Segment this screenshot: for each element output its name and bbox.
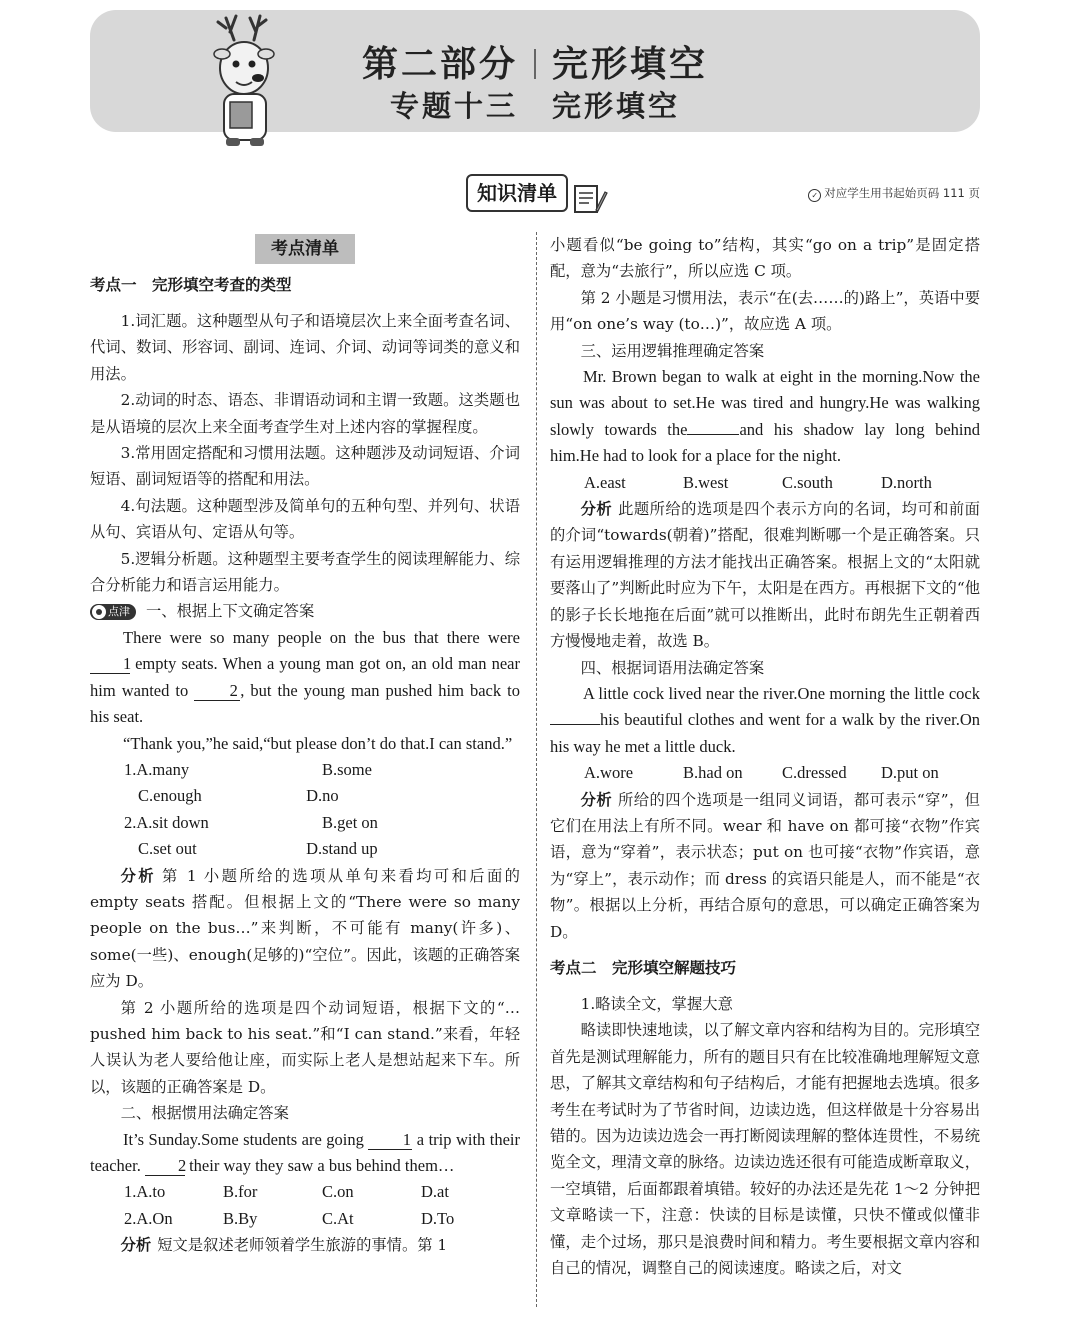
page-reference-text: 对应学生用书起始页码 111 页 bbox=[824, 186, 980, 200]
analysis-label: 分析 bbox=[120, 1236, 152, 1255]
option: D.no bbox=[306, 786, 339, 806]
option: A.wore bbox=[584, 763, 634, 783]
ex3-options bbox=[550, 470, 980, 496]
column-divider bbox=[536, 232, 537, 1307]
analysis-label: 分析 bbox=[580, 790, 613, 809]
option: B.had on bbox=[683, 763, 743, 783]
blank bbox=[687, 434, 739, 435]
part-title bbox=[90, 36, 980, 87]
dianjin-badge: 点津 bbox=[90, 604, 136, 620]
analysis-1b: 第 2 小题所给的选项是四个动词短语，根据下文的“…pushed him back to his seat.”和“I can stand.”来看，年轻人误认为老人要给他让座，而实际上老人是想站起来下车。所以，该题的正确答案是 D。 bbox=[90, 998, 520, 1096]
part-name: 完形填空 bbox=[552, 44, 709, 85]
part-label: 第二部分 bbox=[361, 44, 518, 85]
example-1-quote: “Thank you,”he said,“but please don’t do that.I can stand.” bbox=[123, 733, 513, 753]
check-icon: ✓ bbox=[808, 189, 821, 202]
method-4-heading: 四、根据词语用法确定答案 bbox=[580, 658, 765, 677]
example-text: empty seats. When a young man got on, an old man near him wanted to bbox=[90, 654, 520, 700]
option: C.on bbox=[322, 1182, 354, 1202]
chapter-banner bbox=[90, 10, 980, 132]
type-2: 2.动词的时态、语态、非谓语动词和主谓一致题。这类题也是从语境的层次上来全面考查学生对上述内容的掌握程度。 bbox=[90, 391, 520, 436]
analysis-3 bbox=[550, 496, 980, 654]
example-text: and his shadow lay long behind him.He had to look for a place for the night. bbox=[550, 419, 981, 466]
option: C.At bbox=[322, 1208, 354, 1228]
option: D.To bbox=[421, 1208, 455, 1228]
page-reference bbox=[808, 185, 980, 202]
option: D.north bbox=[881, 472, 932, 492]
method-2-heading: 二、根据惯用法确定答案 bbox=[120, 1104, 289, 1123]
section-tag: 知识清单 bbox=[466, 174, 568, 212]
example-2-passage bbox=[90, 1127, 520, 1180]
analysis-1a bbox=[90, 863, 520, 995]
option: B.for bbox=[223, 1182, 258, 1202]
analysis-text: 短文是叙述老师领着学生旅游的事情。第 1 bbox=[157, 1236, 448, 1255]
analysis-4 bbox=[550, 787, 980, 945]
blank-1: 1 bbox=[90, 655, 130, 674]
example-text: his beautiful clothes and went for a walk by the river.On his way he met a little duck. bbox=[550, 710, 980, 756]
example-text: There were so many people on the bus that there were bbox=[123, 627, 520, 647]
type-5: 5.逻辑分析题。这种题型主要考查学生的阅读理解能力、综合分析能力和语言运用能力。 bbox=[90, 549, 520, 595]
analysis-2b: 第 2 小题是习惯用法，表示“在(去……的)路上”，英语中要用“on one’s way (to…)”，故应选 A 项。 bbox=[550, 288, 980, 334]
kaodian-list-label: 考点清单 bbox=[255, 234, 355, 264]
option: D.put on bbox=[881, 763, 939, 783]
analysis-text: 此题所给的选项是四个表示方向的名词，均可和前面的介词“towards(朝着)”搭配，很难判断哪一个是正确答案。只有运用逻辑推理的方法才能找出正确答案。根据上文的“太阳就要落山了”判断此时应为下午，太阳是在西方。再根据下文的“他的影子长长地拖在后面”就可以推断出，此时布朗先生正朝着西方慢慢地走着，故选 B。 bbox=[550, 500, 980, 651]
method-1-heading: 一、根据上下文确定答案 bbox=[146, 602, 315, 621]
example-text: , but the young man pushed him back to his seat. bbox=[90, 680, 520, 727]
ex2-q2-options bbox=[90, 1206, 520, 1232]
option: B.west bbox=[683, 472, 729, 492]
example-text: It’s Sunday.Some students are going bbox=[123, 1129, 369, 1149]
option: A.east bbox=[584, 472, 626, 492]
example-4-passage bbox=[550, 681, 980, 760]
option: D.at bbox=[421, 1182, 449, 1202]
example-3-passage bbox=[550, 364, 980, 470]
example-text: a trip with their teacher. bbox=[90, 1129, 520, 1175]
method-3-heading: 三、运用逻辑推理确定答案 bbox=[580, 341, 765, 360]
example-text: their way they saw a bus behind them… bbox=[184, 1156, 455, 1175]
option: C.set out bbox=[138, 839, 197, 859]
option: B.get on bbox=[322, 812, 378, 832]
option: C.dressed bbox=[782, 763, 847, 783]
option: 2.A.sit down bbox=[124, 812, 209, 832]
example-text: A little cock lived near the river.One morning the little cock bbox=[583, 683, 980, 703]
option: 2.A.On bbox=[124, 1208, 173, 1228]
ex4-options bbox=[550, 760, 980, 786]
option: C.enough bbox=[138, 786, 202, 806]
option: B.some bbox=[322, 759, 372, 779]
type-1: 1.词汇题。这种题型从句子和语境层次上来全面考查名词、代词、数词、形容词、副词、连词、介词、动词等词类的意义和用法。 bbox=[90, 312, 520, 383]
option: B.By bbox=[223, 1208, 258, 1228]
notebook-pencil-icon bbox=[572, 180, 608, 216]
example-1-passage bbox=[90, 625, 520, 731]
analysis-label: 分析 bbox=[580, 500, 613, 519]
q2-options-row-2 bbox=[90, 836, 520, 862]
blank bbox=[550, 724, 600, 725]
topic-label: 专题十三 bbox=[389, 89, 518, 123]
left-column bbox=[90, 232, 520, 1259]
type-4: 4.句法题。这种题型涉及简单句的五种句型、并列句、状语从句、宾语从句、定语从句等。 bbox=[90, 496, 520, 542]
q2-options-row-1 bbox=[90, 810, 520, 836]
kaodian-1-heading: 考点一 完形填空考查的类型 bbox=[90, 276, 292, 294]
blank-2: 2 bbox=[194, 682, 240, 701]
analysis-text: 所给的四个选项是一组同义词语，都可表示“穿”，但它们在用法上有所不同。wear 和 have on 都可接“衣物”作宾语，意为“穿着”，表示状态；put on 也可接“衣物”作宾语，意为“穿上”，表示动作；而 dress 的宾语只能是人，而不能是“衣物”。根据以上分析，再结合原句的意思，可以确定正确答案为 D。 bbox=[550, 790, 980, 941]
q1-options-row-2 bbox=[90, 783, 520, 809]
kaodian-2-heading: 考点二 完形填空解题技巧 bbox=[550, 958, 737, 977]
option: C.south bbox=[782, 472, 833, 492]
option: 1.A.many bbox=[124, 759, 190, 779]
topic-title bbox=[90, 84, 980, 125]
ex2-q1-options bbox=[90, 1179, 520, 1205]
topic-name: 完形填空 bbox=[552, 89, 681, 123]
option: D.stand up bbox=[306, 839, 378, 859]
analysis-2a bbox=[90, 1232, 520, 1258]
analysis-text: 第 1 小题所给的选项从单句来看均可和后面的 empty seats 搭配。但根据上文的“There were so many people on the bus…”来判断，不可能有 many(许多)、some(一些)、enough(足够的)“空位”。因此，该题的正确答案应为 D。 bbox=[90, 866, 520, 991]
option: 1.A.to bbox=[124, 1182, 166, 1202]
type-3: 3.常用固定搭配和习惯用法题。这种题涉及动词短语、介词短语、副词短语等的搭配和用法。 bbox=[90, 444, 520, 489]
tip-1-title: 1.略读全文，掌握大意 bbox=[580, 994, 733, 1013]
blank-1: 1 bbox=[368, 1131, 412, 1150]
method-1-row bbox=[90, 598, 520, 624]
q1-options-row-1 bbox=[90, 757, 520, 783]
tip-1-body: 略读即快速地读，以了解文章内容和结构为目的。完形填空首先是测试理解能力，所有的题目只有在比较准确地理解短文意思，了解其文章结构和句子结构后，才能有把握地去选填。很多考生在考试时为了节省时间，边读边选，但这样做是十分容易出错的。因为边读边选会一再打断阅读理解的整体连贯性，不易统览全文，理清文章的脉络。边读边选还很有可能造成断章取义，一空填错，后面都跟着填错。较好的办法还是先花 1～2 分钟把文章略读一下，注意：快读的目标是读懂，只快不懂或似懂非懂，走个过场，那只是浪费时间和精力。考生要根据文章内容和自己的情况，调整自己的阅读速度。略读之后，对文 bbox=[550, 1021, 980, 1278]
right-column bbox=[550, 232, 980, 1281]
analysis-2a-continued: 小题看似“be going to”结构，其实“go on a trip”是固定搭配，意为“去旅行”，所以应选 C 项。 bbox=[550, 236, 980, 281]
analysis-label: 分析 bbox=[120, 866, 156, 885]
example-text: Mr. Brown began to walk at eight in the morning.Now the sun was about to set.He was tired and hungry.He was walking slowly towards the bbox=[550, 367, 980, 439]
blank-2: 2 bbox=[145, 1157, 185, 1176]
